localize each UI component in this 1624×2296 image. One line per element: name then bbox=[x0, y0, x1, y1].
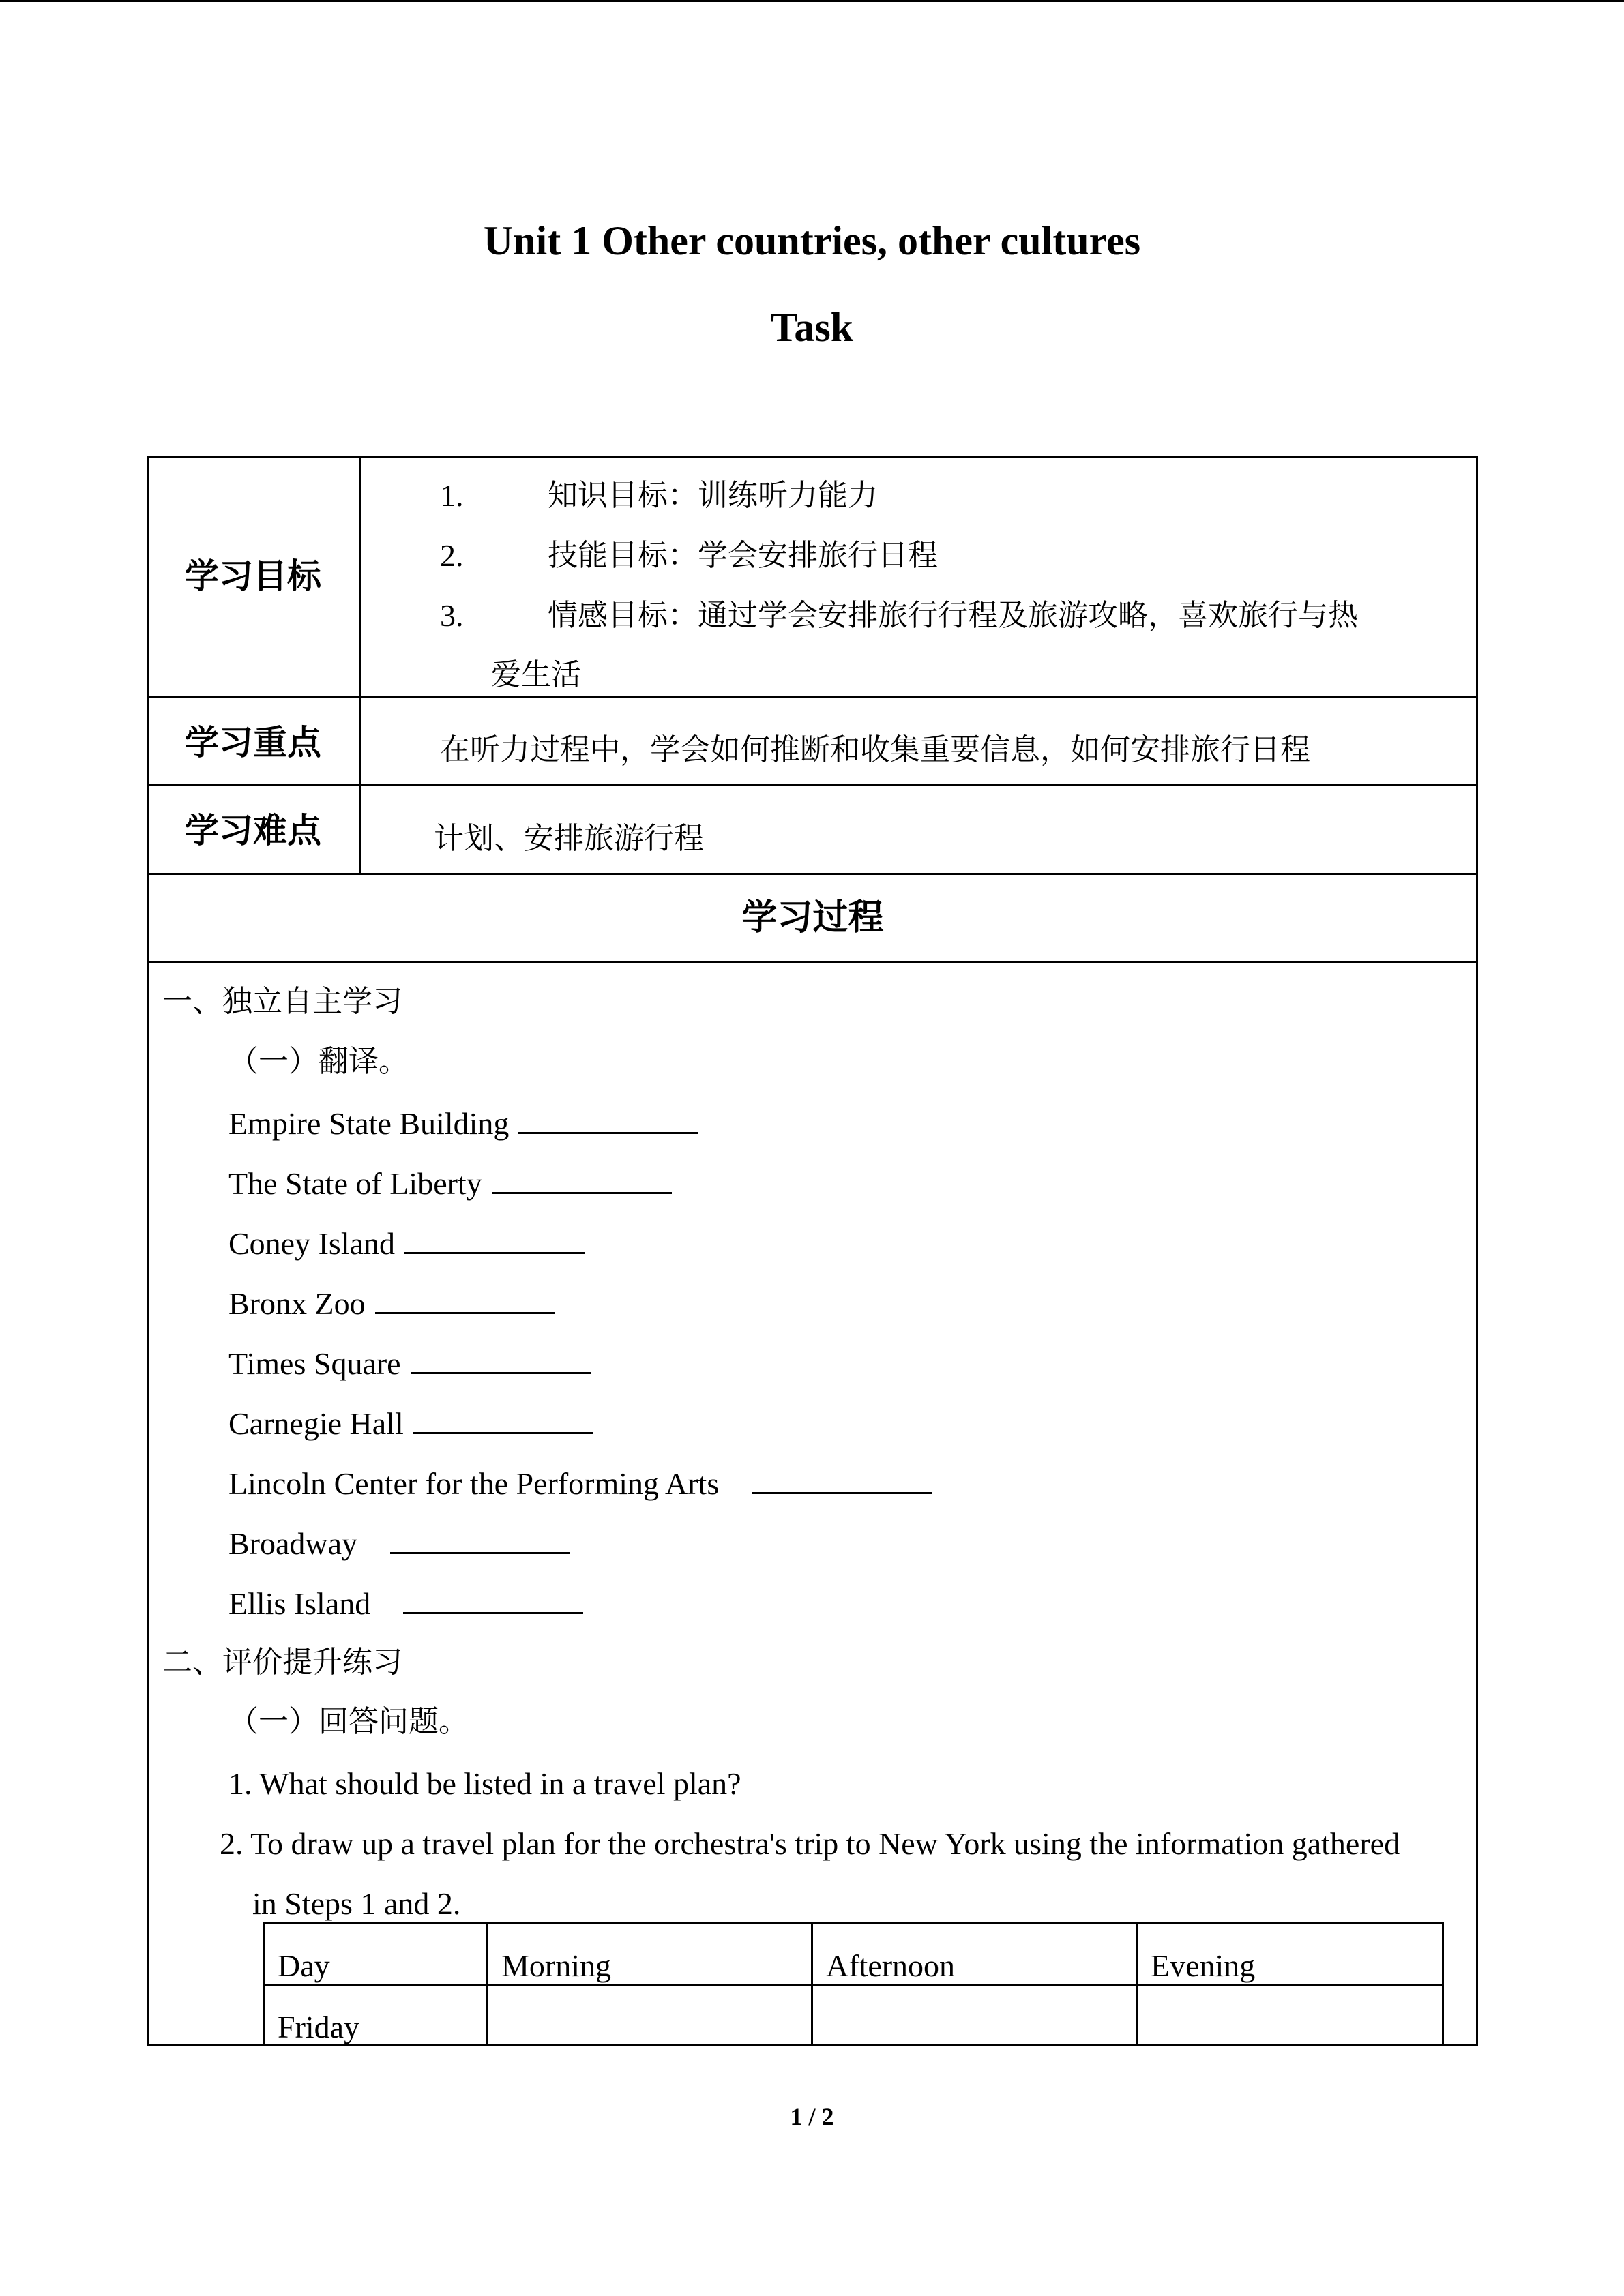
table-line bbox=[147, 784, 1478, 786]
table-line bbox=[147, 961, 1478, 963]
table-line bbox=[1476, 456, 1478, 2046]
table-line bbox=[147, 456, 1478, 458]
answer-blank[interactable] bbox=[518, 1105, 698, 1134]
translation-term: Coney Island bbox=[228, 1226, 396, 1261]
plan-table-line bbox=[263, 1922, 1444, 1924]
process-title: 学习过程 bbox=[741, 897, 884, 938]
translation-item bbox=[228, 1345, 591, 1383]
plan-header-morning: Morning bbox=[501, 1948, 611, 1983]
plan-cell-evening[interactable] bbox=[1151, 2008, 1430, 2042]
plan-cell-morning[interactable] bbox=[501, 2008, 801, 2042]
question-2: 2. To draw up a travel plan for the orchestra's trip to New York using the information gathered bbox=[220, 1826, 1400, 1861]
plan-cell-afternoon[interactable] bbox=[826, 2008, 1126, 2042]
translation-term: Empire State Building bbox=[228, 1106, 510, 1141]
key-points-text: 在听力过程中，学会如何推断和收集重要信息，如何安排旅行日程 bbox=[440, 732, 1310, 767]
table-line bbox=[147, 696, 1478, 698]
answer-blank[interactable] bbox=[413, 1405, 593, 1434]
translation-term: Lincoln Center for the Performing Arts bbox=[228, 1466, 720, 1501]
answer-blank[interactable] bbox=[375, 1285, 555, 1314]
part2-subheading: （一）回答问题。 bbox=[228, 1704, 469, 1739]
plan-table-line bbox=[1136, 1922, 1138, 2045]
translation-item bbox=[228, 1525, 570, 1563]
question-1: 1. What should be listed in a travel plan? bbox=[228, 1766, 741, 1801]
translation-term: Ellis Island bbox=[228, 1586, 371, 1621]
translation-item bbox=[228, 1285, 555, 1323]
answer-blank[interactable] bbox=[411, 1345, 591, 1374]
translation-item bbox=[228, 1585, 583, 1623]
document-subtitle: Task bbox=[770, 305, 854, 350]
plan-header-afternoon: Afternoon bbox=[826, 1948, 956, 1983]
objective-text: 情感目标：通过学会安排旅行行程及旅游攻略，喜欢旅行与热 bbox=[548, 598, 1358, 633]
objective-number: 2. bbox=[440, 538, 464, 573]
document-title: Unit 1 Other countries, other cultures bbox=[483, 218, 1141, 263]
part1-heading: 一、独立自主学习 bbox=[162, 984, 402, 1019]
answer-blank[interactable] bbox=[403, 1585, 583, 1614]
translation-item bbox=[228, 1405, 593, 1443]
plan-table-line bbox=[263, 1922, 265, 2045]
translation-term: The State of Liberty bbox=[228, 1166, 482, 1201]
translation-term: Carnegie Hall bbox=[228, 1406, 404, 1441]
answer-blank[interactable] bbox=[404, 1225, 585, 1254]
objective-text: 知识目标：训练听力能力 bbox=[548, 478, 878, 513]
plan-header-day: Day bbox=[278, 1948, 330, 1983]
table-line bbox=[359, 456, 361, 875]
part1-subheading: （一）翻译。 bbox=[228, 1044, 409, 1079]
difficulties-text: 计划、安排旅游行程 bbox=[434, 821, 704, 856]
translation-item bbox=[228, 1105, 698, 1143]
translation-item bbox=[228, 1225, 585, 1263]
answer-blank[interactable] bbox=[492, 1165, 672, 1194]
plan-table-line bbox=[811, 1922, 813, 2045]
translation-item bbox=[228, 1165, 672, 1203]
translation-item bbox=[228, 1465, 932, 1503]
plan-cell-day: Friday bbox=[278, 2010, 360, 2044]
key-points-label: 学习重点 bbox=[185, 723, 321, 762]
plan-header-evening: Evening bbox=[1151, 1948, 1256, 1983]
translation-term: Times Square bbox=[228, 1346, 401, 1381]
objective-text: 技能目标：学会安排旅行日程 bbox=[548, 538, 938, 573]
page-top-border bbox=[0, 0, 1624, 2]
translation-term: Bronx Zoo bbox=[228, 1286, 366, 1321]
plan-table-line bbox=[486, 1922, 488, 2045]
objective-number: 3. bbox=[440, 598, 464, 633]
question-2-continued: in Steps 1 and 2. bbox=[252, 1886, 461, 1921]
objective-number: 1. bbox=[440, 478, 464, 513]
table-line bbox=[147, 873, 1478, 875]
difficulties-label: 学习难点 bbox=[185, 811, 321, 850]
translation-term: Broadway bbox=[228, 1526, 358, 1561]
plan-table-line bbox=[1442, 1922, 1444, 2045]
page-number: 1 / 2 bbox=[790, 2103, 834, 2130]
table-line bbox=[147, 456, 149, 2046]
answer-blank[interactable] bbox=[390, 1525, 570, 1554]
answer-blank[interactable] bbox=[752, 1465, 932, 1494]
part2-heading: 二、评价提升练习 bbox=[162, 1645, 402, 1680]
objectives-label: 学习目标 bbox=[185, 556, 321, 596]
objective-continuation: 爱生活 bbox=[491, 657, 581, 692]
